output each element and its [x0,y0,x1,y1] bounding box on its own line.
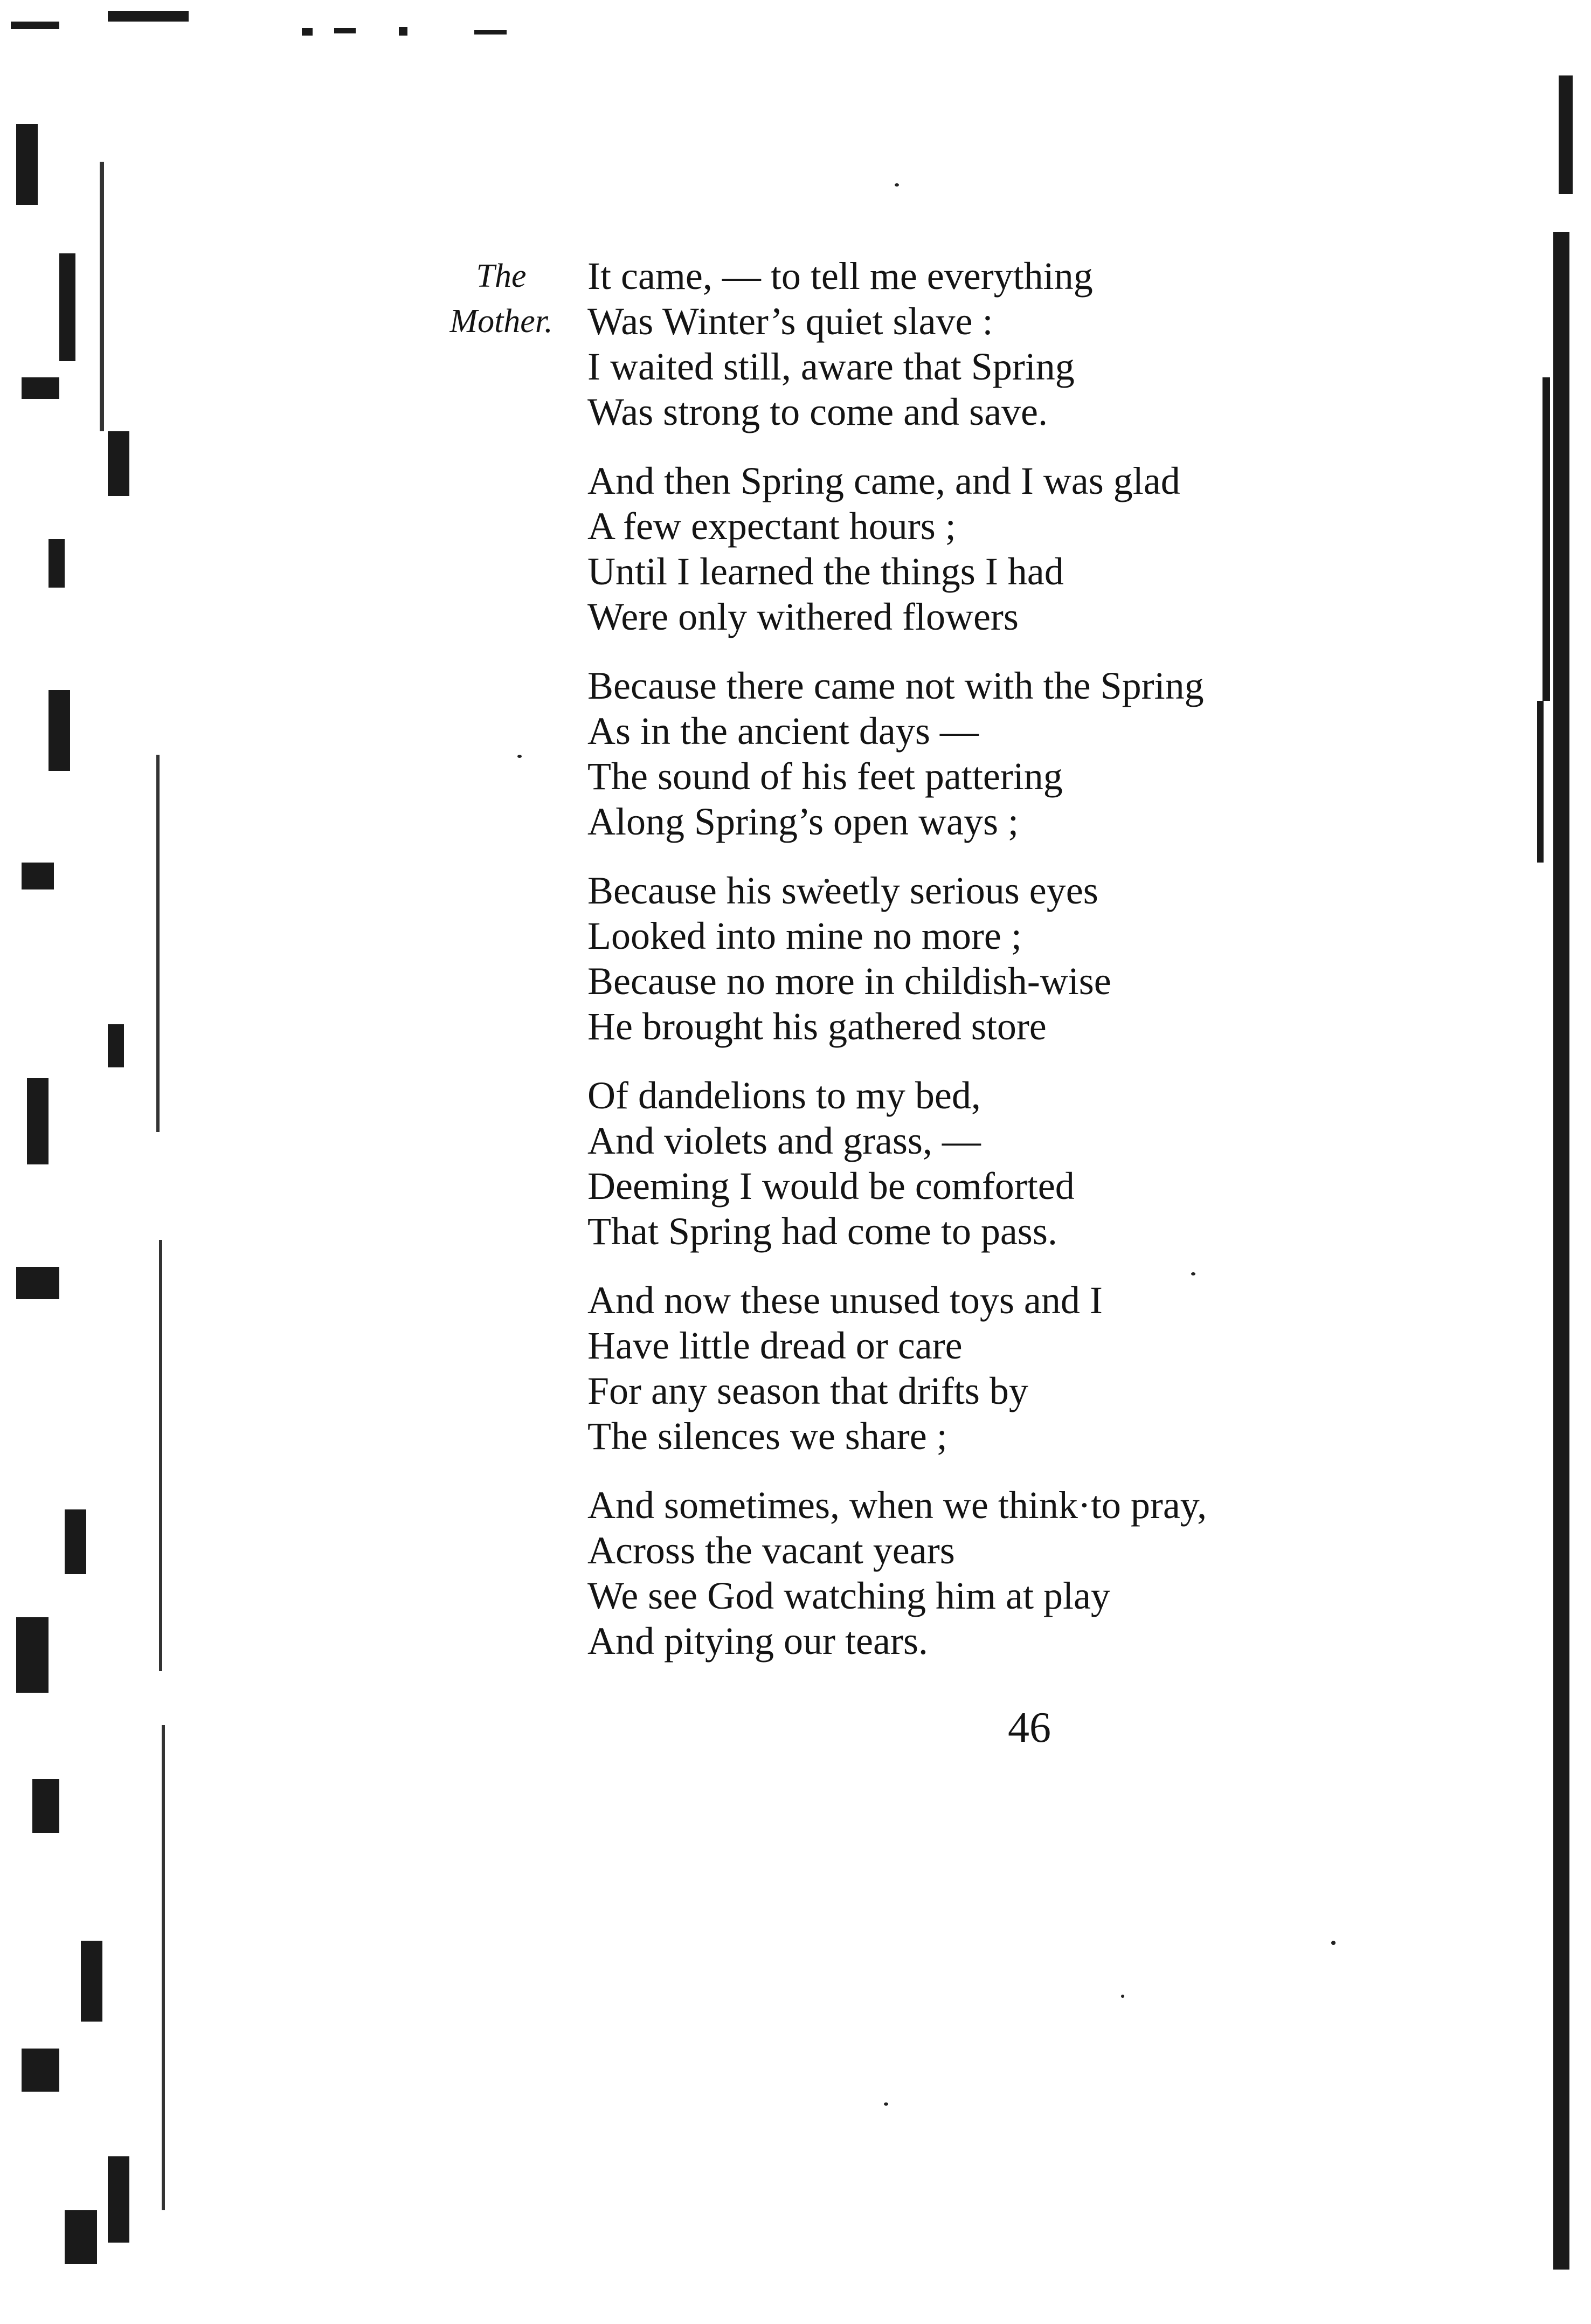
scan-speck [895,183,899,187]
poem-line: And pitying our tears. [587,1619,928,1663]
poem-line: I waited still, aware that Spring [587,345,1075,388]
page-number: 46 [1008,1704,1051,1751]
poem-line: Because there came not with the Spring [587,664,1204,707]
poem-line: Across the vacant years [587,1529,955,1572]
poem-line: For any season that drifts by [587,1369,1028,1412]
poem-line: And sometimes, when we think·to pray, [587,1484,1207,1527]
scan-edge-left [0,0,194,2324]
scan-speck [884,2102,888,2106]
speaker-label [420,253,582,344]
poem-line: It came, — to tell me everything [587,254,1093,298]
speaker-line: Mother. [449,303,553,340]
poem-line: And then Spring came, and I was glad [587,459,1180,502]
stanza [587,1073,1396,1254]
speaker-line: The [476,258,527,294]
poem-line: Have little dread or care [587,1324,963,1367]
poem-line: And violets and grass, — [587,1119,981,1162]
stanza [587,663,1396,844]
poem-line: He brought his gathered store [587,1005,1047,1048]
stanza [587,1482,1396,1664]
scan-top-marks [280,16,765,49]
stanza [587,253,1396,435]
poem-line: Looked into mine no more ; [587,914,1022,957]
scan-speck [1121,1995,1124,1998]
poem-line: We see God watching him at play [587,1574,1110,1617]
poem-line: Were only withered flowers [587,595,1019,638]
poem-line: Because his sweetly serious eyes [587,869,1098,912]
scan-speck [517,755,522,758]
stanza [587,1278,1396,1459]
stanza [587,868,1396,1049]
poem-line: As in the ancient days — [587,709,979,753]
poem-line: Was strong to come and save. [587,390,1048,433]
poem-line: And now these unused toys and I [587,1279,1103,1322]
poem-line: The silences we share ; [587,1415,947,1458]
poem-body [587,253,1396,1687]
poem-line: Along Spring’s open ways ; [587,800,1019,843]
poem-line: Deeming I would be comforted [587,1164,1075,1208]
poem-line: Until I learned the things I had [587,550,1064,593]
scan-edge-right [1505,0,1591,2324]
scan-speck [1331,1941,1336,1945]
poem-line: Was Winter’s quiet slave : [587,300,993,343]
stanza [587,458,1396,639]
poem-line: The sound of his feet pattering [587,755,1063,798]
poem-line: Because no more in childish-wise [587,960,1111,1003]
poem-line: A few expectant hours ; [587,505,956,548]
poem-line: That Spring had come to pass. [587,1210,1057,1253]
poem-line: Of dandelions to my bed, [587,1074,981,1117]
